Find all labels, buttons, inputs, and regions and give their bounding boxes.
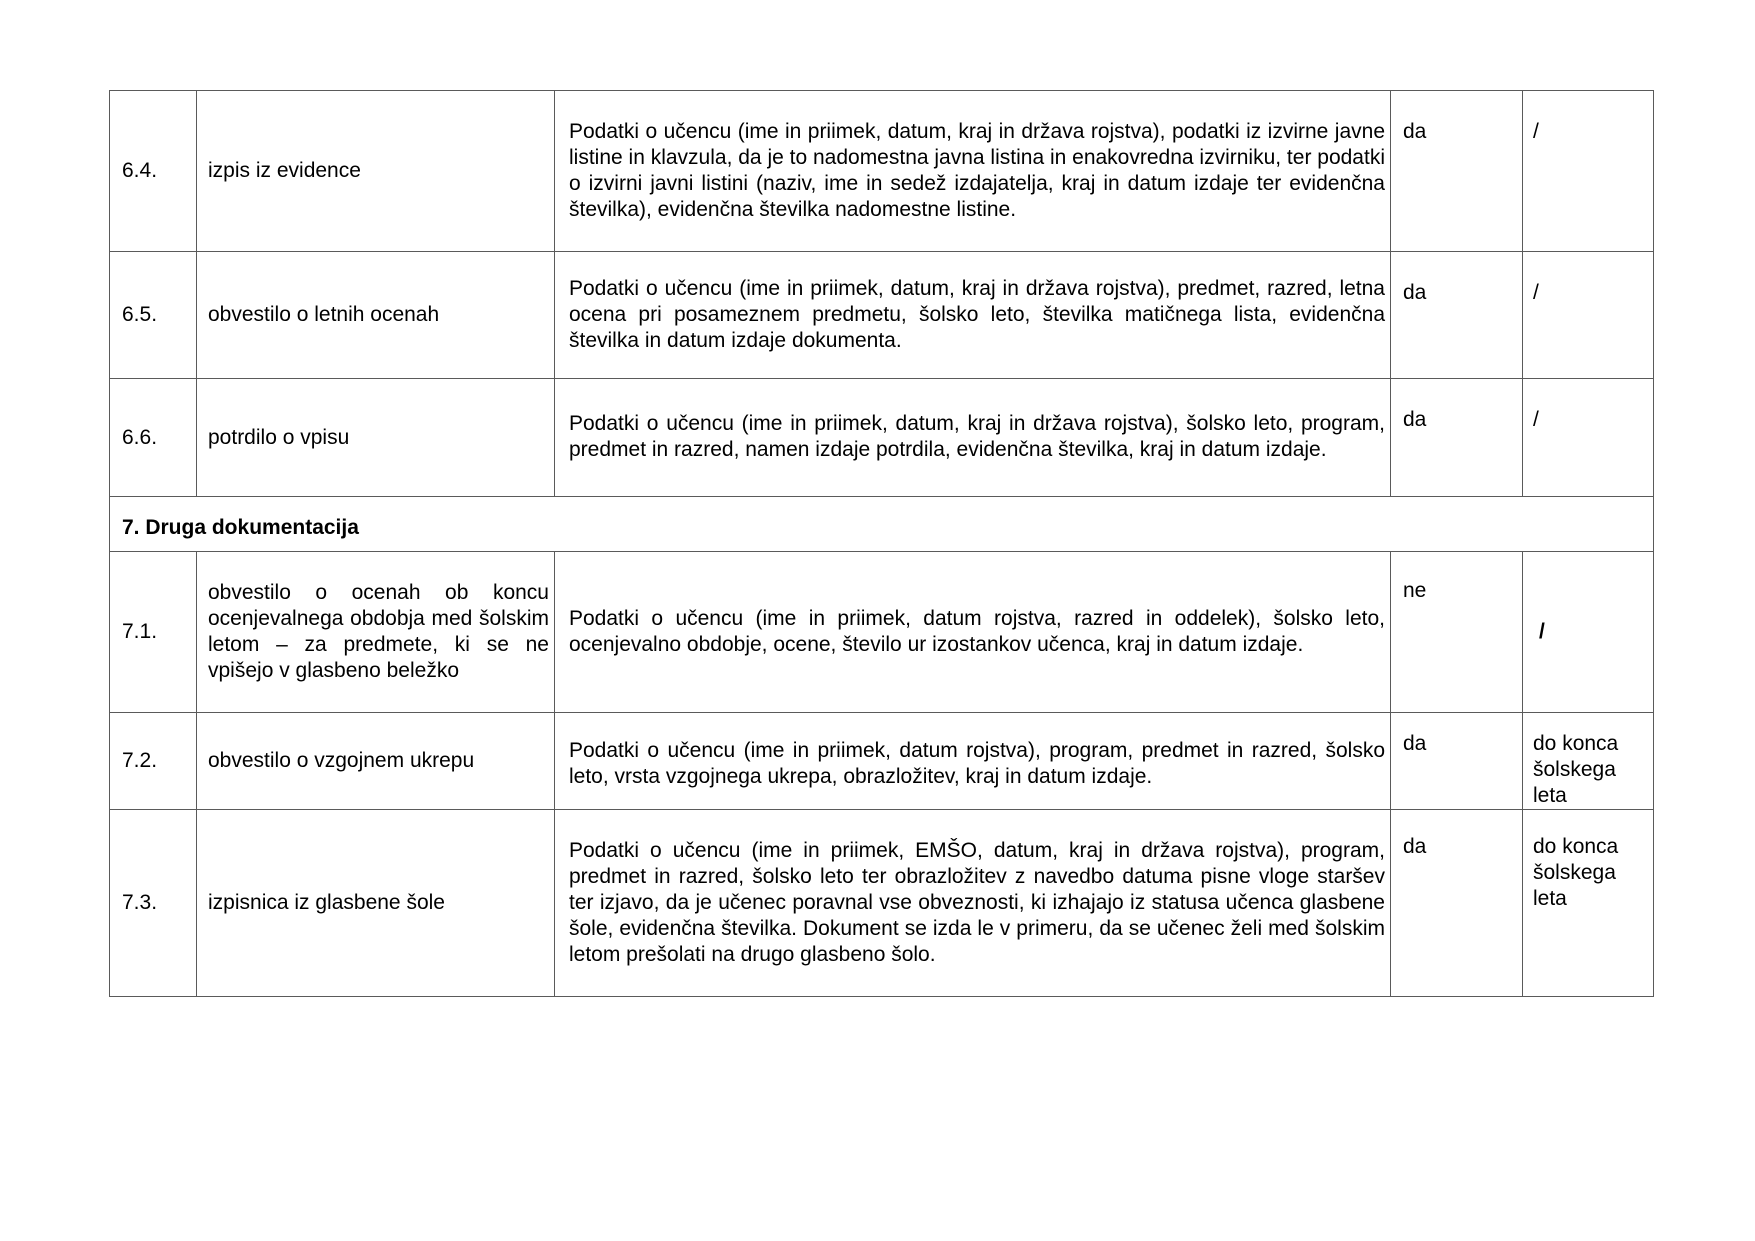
retention-cell — [1523, 91, 1654, 252]
document-name: izpisnica iz glasbene šole — [197, 810, 555, 997]
flag-value: da — [1403, 732, 1427, 755]
section-header-row — [110, 497, 1654, 552]
section-title: 7. Druga dokumentacija — [122, 516, 359, 539]
document-description — [555, 379, 1391, 497]
document-description — [555, 810, 1391, 997]
row-number: 6.4. — [110, 91, 197, 252]
retention-cell — [1523, 552, 1654, 713]
retention-value: / — [1533, 408, 1539, 431]
flag-value: da — [1403, 408, 1427, 431]
flag-value: da — [1403, 835, 1427, 858]
retention-value: / — [1533, 281, 1539, 304]
document-description — [555, 91, 1391, 252]
description-text: Podatki o učencu (ime in priimek, EMŠO, datum, kraj in država rojstva), program, predmet in razred, šolsko leto ter obrazložitev z navedbo datuma pisne vloge staršev ter izjavo, da je učenec poravnal vse obveznosti, ki izhajajo iz statusa učenca glasbene šole, evidenčna številka. Dokument se izda le v primeru, da se učenec želi med šolskim letom prešolati na drugo glasbeno šolo. — [569, 838, 1385, 966]
retention-cell — [1523, 713, 1654, 810]
row-number: 7.3. — [110, 810, 197, 997]
row-number: 6.6. — [110, 379, 197, 497]
document-name: izpis iz evidence — [197, 91, 555, 252]
section-header-cell — [110, 497, 1654, 552]
documentation-table — [109, 90, 1654, 997]
description-text: Podatki o učencu (ime in priimek, datum, kraj in država rojstva), podatki iz izvirne javne listine in klavzula, da je to nadomestna javna listina in enakovredna izvirniku, ter podatki o izvirni javni listini (naziv, ime in sedež izdajatelja, kraj in datum izdaje ter evidenčna številka), evidenčna številka nadomestne listine. — [569, 119, 1385, 221]
document-name: obvestilo o vzgojnem ukrepu — [197, 713, 555, 810]
table-row — [110, 252, 1654, 379]
retention-value: do konca šolskega leta — [1533, 835, 1619, 910]
table-row — [110, 713, 1654, 810]
document-description — [555, 552, 1391, 713]
flag-cell — [1391, 379, 1523, 497]
table-row — [110, 379, 1654, 497]
description-text: Podatki o učencu (ime in priimek, datum rojstva), program, predmet in razred, šolsko leto, vrsta vzgojnega ukrepa, obrazložitev, kraj in datum izdaje. — [569, 738, 1385, 788]
document-name: potrdilo o vpisu — [197, 379, 555, 497]
description-text: Podatki o učencu (ime in priimek, datum, kraj in država rojstva), šolsko leto, program, predmet in razred, namen izdaje potrdila, evidenčna številka, kraj in datum izdaje. — [569, 412, 1385, 461]
flag-cell — [1391, 252, 1523, 379]
flag-cell — [1391, 713, 1523, 810]
flag-cell — [1391, 552, 1523, 713]
flag-value: ne — [1403, 579, 1427, 602]
retention-cell — [1523, 379, 1654, 497]
description-text: Podatki o učencu (ime in priimek, datum, kraj in država rojstva), predmet, razred, letna ocena pri posameznem predmetu, šolsko leto, številka matičnega lista, evidenčna številka in datum izdaje dokumenta. — [569, 276, 1385, 352]
row-number: 7.2. — [110, 713, 197, 810]
flag-cell — [1391, 810, 1523, 997]
document-description — [555, 713, 1391, 810]
table-row — [110, 552, 1654, 713]
flag-value: da — [1403, 120, 1427, 143]
row-number: 6.5. — [110, 252, 197, 379]
retention-value: do konca šolskega leta — [1533, 732, 1619, 807]
row-number: 7.1. — [110, 552, 197, 713]
document-name: obvestilo o letnih ocenah — [197, 252, 555, 379]
retention-value: / — [1539, 620, 1545, 643]
flag-value: da — [1403, 281, 1427, 304]
table-row — [110, 810, 1654, 997]
retention-cell — [1523, 252, 1654, 379]
description-text: Podatki o učencu (ime in priimek, datum rojstva, razred in oddelek), šolsko leto, ocenjevalno obdobje, ocene, število ur izostankov učenca, kraj in datum izdaje. — [569, 606, 1385, 656]
retention-cell — [1523, 810, 1654, 997]
document-description — [555, 252, 1391, 379]
flag-cell — [1391, 91, 1523, 252]
table-row — [110, 91, 1654, 252]
retention-value: / — [1533, 120, 1539, 143]
document-name: obvestilo o ocenah ob koncu ocenjevalnega obdobja med šolskim letom – za predmete, ki se ne vpišejo v glasbeno beležko — [197, 552, 555, 713]
